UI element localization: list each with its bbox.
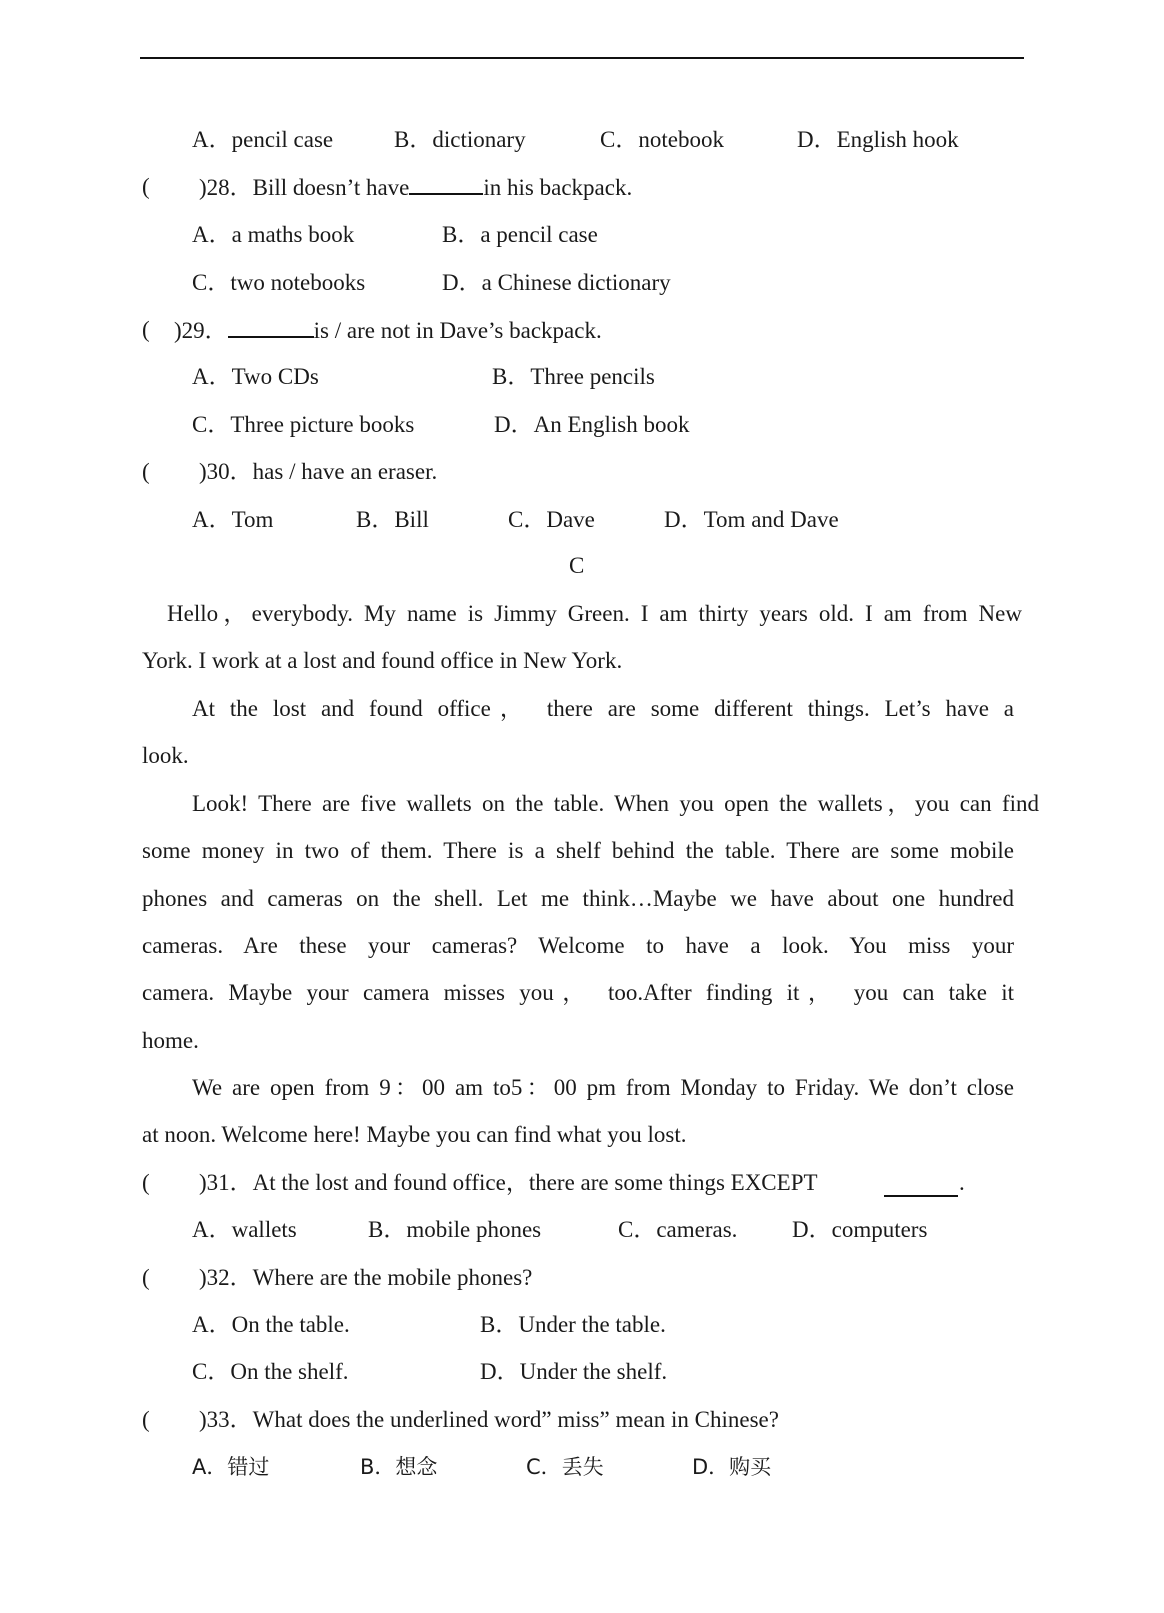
q28-option-a: A．a maths book: [192, 222, 355, 247]
header-rule: [140, 57, 1024, 59]
q31-option-a: A．wallets: [192, 1217, 297, 1242]
section-c-heading: C: [569, 553, 585, 578]
q27-option-c: C．notebook: [600, 127, 724, 152]
passage-line-2: York. I work at a lost and found office in New York.: [142, 648, 623, 673]
q30-option-b: B．Bill: [356, 507, 429, 532]
q33-option-b: B．想念: [360, 1455, 438, 1479]
q33-number: )33．: [199, 1407, 253, 1432]
q28-option-b: B．a pencil case: [442, 222, 598, 247]
q30-paren: (: [142, 459, 150, 484]
q31-paren: (: [142, 1170, 150, 1195]
q31-option-b: B．mobile phones: [368, 1217, 542, 1242]
passage-line-4: look.: [142, 743, 189, 768]
q30-option-c: C．Dave: [508, 507, 595, 532]
q31-number: )31．: [199, 1170, 253, 1195]
q31-option-c: C．cameras.: [618, 1217, 738, 1242]
q31-stem: [199, 1169, 818, 1197]
q32-number: )32．: [199, 1265, 253, 1290]
q32-option-a: A．On the table.: [192, 1312, 350, 1337]
q29-option-c: C．Three picture books: [192, 412, 415, 437]
q29-paren: (: [142, 317, 150, 342]
q30-option-a: A．Tom: [192, 507, 274, 532]
passage-line-3: At the lost and found office， there are some different things. Let’s have a: [192, 696, 1014, 721]
q31-option-d: D．computers: [792, 1217, 928, 1242]
q28-stem: [199, 173, 632, 202]
passage-line-11: We are open from 9：00 am to5：00 pm from Monday to Friday. We don’t close: [192, 1075, 1014, 1100]
q33-stem: [199, 1406, 779, 1434]
q27-option-d: D．English hook: [797, 127, 959, 152]
q30-option-d: D．Tom and Dave: [664, 507, 839, 532]
passage-line-8: cameras. Are these your cameras? Welcome to have a look. You miss your: [142, 933, 1014, 958]
q32-stem-text: Where are the mobile phones?: [252, 1265, 533, 1290]
q27-option-b: B．dictionary: [394, 127, 526, 152]
passage-line-7: phones and cameras on the shell. Let me think…Maybe we have about one hundred: [142, 886, 1014, 911]
q30-stem: [199, 458, 437, 486]
q31-stem-end: .: [959, 1170, 965, 1195]
passage-line-12: at noon. Welcome here! Maybe you can find what you lost.: [142, 1122, 687, 1147]
passage-line-9: camera. Maybe your camera misses you， too.After finding it， you can take it: [142, 980, 1014, 1005]
q31-stem-text: At the lost and found office，there are some things EXCEPT: [252, 1170, 818, 1195]
q28-stem-end: in his backpack.: [483, 175, 633, 200]
q30-stem-text: has / have an eraser.: [252, 459, 438, 484]
q28-option-d: D．a Chinese dictionary: [442, 270, 671, 295]
q33-stem-text: What does the underlined word” miss” mean in Chinese?: [252, 1407, 779, 1432]
q33-option-a: A．错过: [192, 1455, 270, 1479]
q32-option-c: C．On the shelf.: [192, 1359, 349, 1384]
passage-line-10: home.: [142, 1028, 199, 1053]
q29-answer-blank: [228, 316, 314, 338]
q28-answer-blank: [409, 173, 483, 195]
q32-option-d: D．Under the shelf.: [480, 1359, 668, 1384]
q29-option-b: B．Three pencils: [492, 364, 655, 389]
passage-line-6: some money in two of them. There is a shelf behind the table. There are some mobile: [142, 838, 1014, 863]
q33-option-d: D．购买: [692, 1455, 772, 1479]
q33-paren: (: [142, 1407, 150, 1432]
q29-option-a: A．Two CDs: [192, 364, 319, 389]
q29-stem: [174, 316, 602, 345]
q32-option-b: B．Under the table.: [480, 1312, 666, 1337]
q30-number: )30．: [199, 459, 253, 484]
q31-answer-blank: [884, 1175, 958, 1197]
passage-line-5: Look! There are five wallets on the table. When you open the wallets，you can find: [192, 791, 1039, 816]
q29-number: )29．: [174, 318, 228, 343]
q32-paren: (: [142, 1265, 150, 1290]
q27-option-a: A．pencil case: [192, 127, 334, 152]
q28-number: )28．: [199, 175, 253, 200]
q28-option-c: C．two notebooks: [192, 270, 366, 295]
q32-stem: [199, 1264, 532, 1292]
q33-option-c: C．丢失: [526, 1455, 604, 1479]
q28-paren: (: [142, 174, 150, 199]
passage-line-1: Hello，everybody. My name is Jimmy Green. I am thirty years old. I am from New: [167, 601, 1022, 626]
q28-stem-start: Bill doesn’t have: [252, 175, 410, 200]
q29-stem-end: is / are not in Dave’s backpack.: [313, 318, 602, 343]
q29-option-d: D．An English book: [494, 412, 690, 437]
